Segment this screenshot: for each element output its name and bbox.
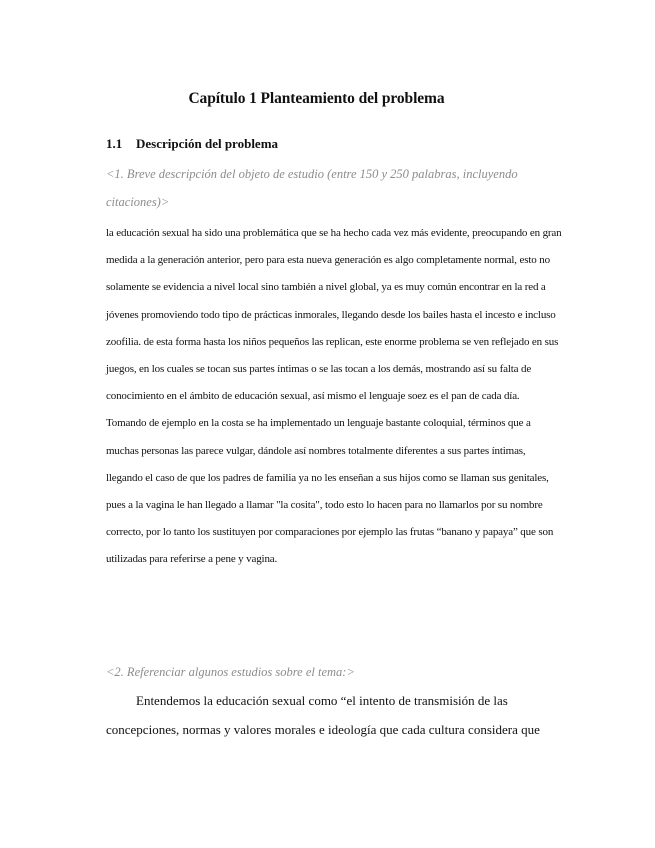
section-title: Descripción del problema	[136, 136, 279, 151]
section-number: 1.1	[106, 136, 123, 151]
references-placeholder: <2. Referenciar algunos estudios sobre el tema:>	[106, 665, 355, 679]
description-paragraph: la educación sexual ha sido una problemática que se ha hecho cada vez más evidente, preocupando en gran medida a la generación anterior, pero para esta nueva generación es algo completamente normal, esto no solamente se evidencia a nivel local sino también a nivel global, ya es muy común encontrar en la red a jóvenes promoviendo todo tipo de prácticas inmorales, llegando desde los bailes hasta el incesto e incluso zoofilia. de esta forma hasta los niños pequeños las replican, este enorme problema se ven reflejado en sus juegos, en los cuales se tocan sus partes íntimas o se las tocan a los demás, mostrando así su falta de conocimiento en el ámbito de educación sexual, así mismo el lenguaje soez es el pan de cada día. Tomando de ejemplo en la costa se ha implementado un lenguaje bastante coloquial, términos que a muchas personas las parece vulgar, dándole así nombres totalmente diferentes a sus partes íntimas, llegando el caso de que los padres de familia ya no les enseñan a sus hijos como se llaman sus genitales, pues a la vagina le han llegado a llamar "la cosita", todo esto lo hacen para no llamarlos por su nombre correcto, por lo tanto los sustituyen por comparaciones por ejemplo las frutas “banano y papaya” que son utilizadas para referirse a pene y vagina.	[106, 227, 562, 566]
chapter-title: Capítulo 1 Planteamiento del problema	[188, 90, 445, 107]
section-heading	[106, 136, 278, 152]
references-paragraph: Entendemos la educación sexual como “el intento de transmisión de las concepciones, normas y valores morales e ideología que cada cultura considera que	[106, 693, 540, 737]
description-placeholder: <1. Breve descripción del objeto de estudio (entre 150 y 250 palabras, incluyendo citaciones)>	[106, 167, 518, 209]
